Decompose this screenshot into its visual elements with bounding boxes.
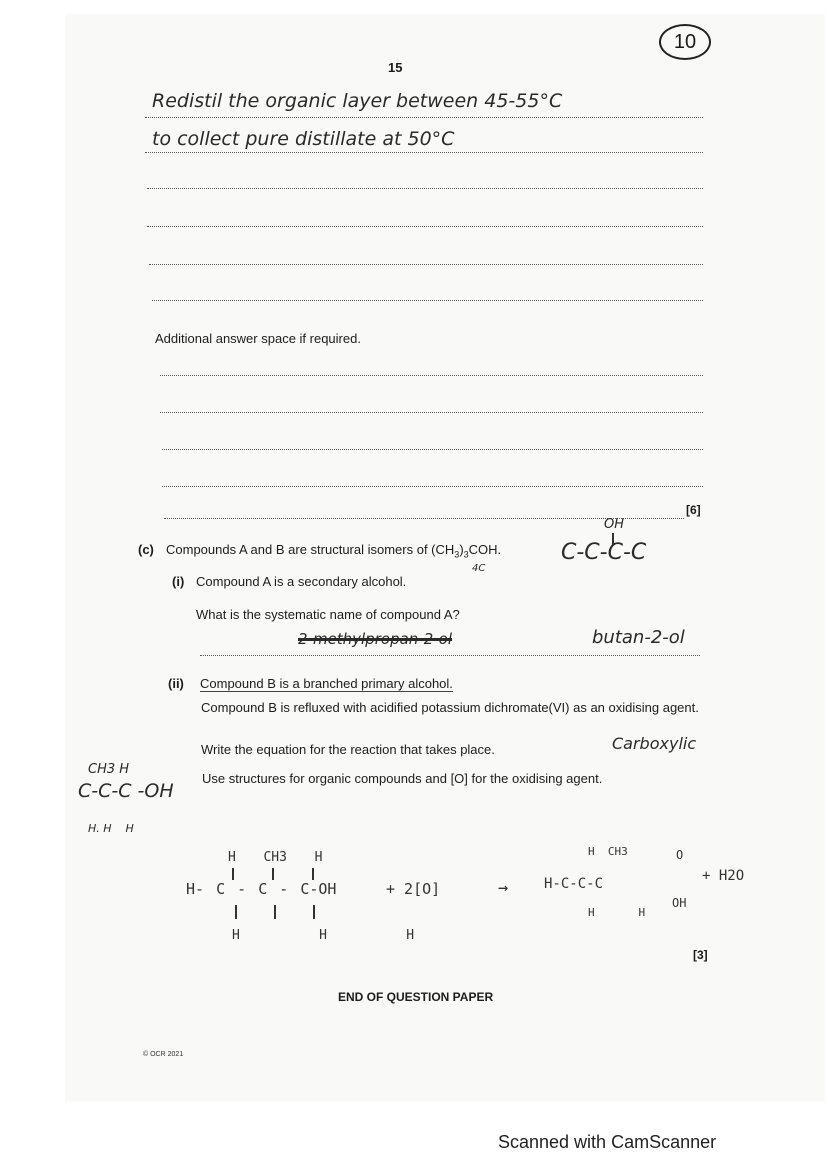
reactant-top: H CH3 H (228, 850, 323, 865)
additional-space-label: Additional answer space if required. (155, 331, 361, 346)
product-oh: OH (672, 896, 687, 910)
part-c-label: (c) (138, 542, 154, 557)
margin-sketch-mid: C-C-C -OH (78, 780, 174, 802)
crossed-out-answer: 2-methylpropan-2-ol (298, 630, 453, 648)
reflux-text: Compound B is refluxed with acidified potassium dichromate(VI) as an oxidising agent. (201, 700, 699, 715)
answer-line-2 (145, 152, 703, 153)
answer-line-4 (147, 226, 703, 227)
score-circle: 10 (659, 24, 711, 60)
part-i-question: What is the systematic name of compound A? (196, 607, 460, 622)
sketch-oh: OH (604, 517, 625, 532)
page-number: 15 (388, 60, 403, 75)
end-of-paper: END OF QUESTION PAPER (338, 990, 494, 1004)
handwritten-answer-line-1: Redistil the organic layer between 45-55°C (152, 90, 563, 112)
reactant-bond-3 (312, 868, 314, 880)
answer-line-3 (147, 188, 703, 189)
margin-note: Carboxylic (612, 734, 697, 753)
reactant-bond-4 (235, 905, 237, 919)
reactant-bond-1 (232, 868, 234, 880)
answer-line-1 (145, 117, 703, 118)
margin-sketch-bot: H. H H (88, 822, 134, 835)
product-o: O (676, 848, 684, 862)
extra-line-1 (160, 375, 703, 376)
water-product: + H2O (702, 868, 745, 884)
product-mid: H-C-C-C (544, 876, 604, 892)
extra-line-2 (160, 412, 703, 413)
reactant-bond-5 (274, 905, 276, 919)
reactant-bond-6 (313, 905, 315, 919)
camscanner-watermark: Scanned with CamScanner (498, 1132, 717, 1152)
reactant-bond-2 (272, 868, 274, 880)
marks-3: [3] (693, 948, 708, 962)
handwritten-answer-line-2: to collect pure distillate at 50°C (152, 128, 455, 150)
part-ii-label: (ii) (168, 676, 184, 691)
product-top: H CH3 (588, 845, 628, 858)
oxidant: + 2[O] (386, 880, 441, 898)
marks-6: [6] (686, 503, 701, 517)
part-c-stem: Compounds A and B are structural isomers of $(CH_3)_3COH$. (166, 542, 502, 560)
note-4c: 4C (472, 563, 486, 574)
part-i-label: (i) (172, 574, 185, 589)
part-ii-text: Compound B is a branched primary alcohol. (200, 676, 453, 691)
sketch-chain: C-C-C-C (561, 540, 647, 565)
part-i-text: Compound A is a secondary alcohol. (196, 574, 407, 589)
extra-line-4 (162, 486, 703, 487)
product-bot: H H (588, 906, 646, 919)
part-i-answer-line (200, 655, 700, 656)
use-structures-text: Use structures for organic compounds and [O] for the oxidising agent. (202, 771, 603, 786)
extra-line-3 (162, 449, 703, 450)
answer-line-5 (149, 264, 703, 265)
reactant-bot: H H H (232, 928, 415, 943)
reactant-mid: H- C - C - C-OH (186, 880, 337, 898)
copyright: © OCR 2021 (143, 1051, 184, 1058)
part-i-answer: butan-2-ol (592, 627, 685, 648)
answer-line-6 (152, 300, 703, 301)
reaction-arrow: → (498, 878, 509, 898)
instruction-text: Write the equation for the reaction that takes place. (201, 742, 495, 757)
margin-sketch-top: CH3 H (88, 762, 130, 777)
